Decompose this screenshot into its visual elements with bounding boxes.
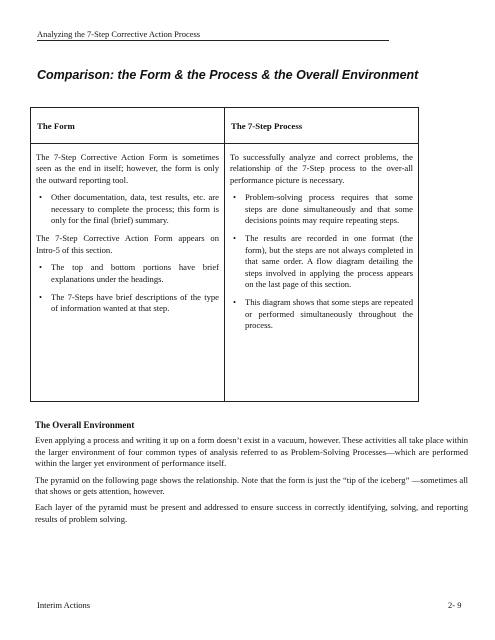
list-item: • The 7-Steps have brief descriptions of the type of information wanted at that step. <box>51 292 219 315</box>
overall-environment-section <box>35 420 468 530</box>
overall-environment-heading: The Overall Environment <box>35 420 135 430</box>
comparison-table <box>30 107 419 402</box>
process-bullets <box>230 192 413 331</box>
table-header-row <box>31 108 419 144</box>
list-item: • Other documentation, data, test results, etc. are necessary to complete the process; this form is only for the final (brief) summary. <box>51 192 219 226</box>
running-header: Analyzing the 7-Step Corrective Action Process <box>37 29 201 39</box>
list-item: • Problem-solving process requires that some steps are done simultaneously and that some decisions points may require repeating steps. <box>245 192 413 226</box>
form-intro: The 7-Step Corrective Action Form is sometimes seen as the end in itself; however, the form is only the outward reporting tool. <box>36 152 219 185</box>
form-location-note: The 7-Step Corrective Action Form appears on Intro-5 of this section. <box>36 233 219 255</box>
footer-section-name: Interim Actions <box>37 600 91 610</box>
form-bullets-2 <box>36 262 219 315</box>
section-title: Comparison: the Form & the Process & the Overall Environment <box>37 68 419 82</box>
process-column-cell <box>225 144 419 402</box>
list-item: • The top and bottom portions have brief explanations under the headings. <box>51 262 219 285</box>
form-bullets-1 <box>36 192 219 226</box>
list-item: • This diagram shows that some steps are repeated or performed simultaneously throughout the process. <box>245 297 413 331</box>
process-column-heading: The 7-Step Process <box>225 108 419 144</box>
table-body-row <box>31 144 419 402</box>
overall-paragraph: Even applying a process and writing it up on a form doesn’t exist in a vacuum, however. These activities all take place within the larger environment of four common types of analysis referred to as Problem-Solving Processes—which are performed within the larger yet environment of performance itself. <box>35 435 468 469</box>
page-number: 2- 9 <box>448 600 462 610</box>
form-column-cell <box>31 144 225 402</box>
process-intro: To successfully analyze and correct problems, the relationship of the 7-Step process to the over-all performance picture is necessary. <box>230 152 413 185</box>
header-rule <box>37 40 389 41</box>
overall-paragraph: Each layer of the pyramid must be present and addressed to ensure success in correctly identifying, solving, and reporting results of problem solving. <box>35 502 468 524</box>
overall-paragraph: The pyramid on the following page shows the relationship. Note that the form is just the “tip of the iceberg” —sometimes all that shows or gets attention, however. <box>35 474 468 497</box>
list-item: • The results are recorded in one format (the form), but the steps are not always completed in that same order. A flow diagram detailing the steps involved in applying the process appears on the last page of this section. <box>245 233 413 290</box>
form-column-heading: The Form <box>31 108 225 144</box>
